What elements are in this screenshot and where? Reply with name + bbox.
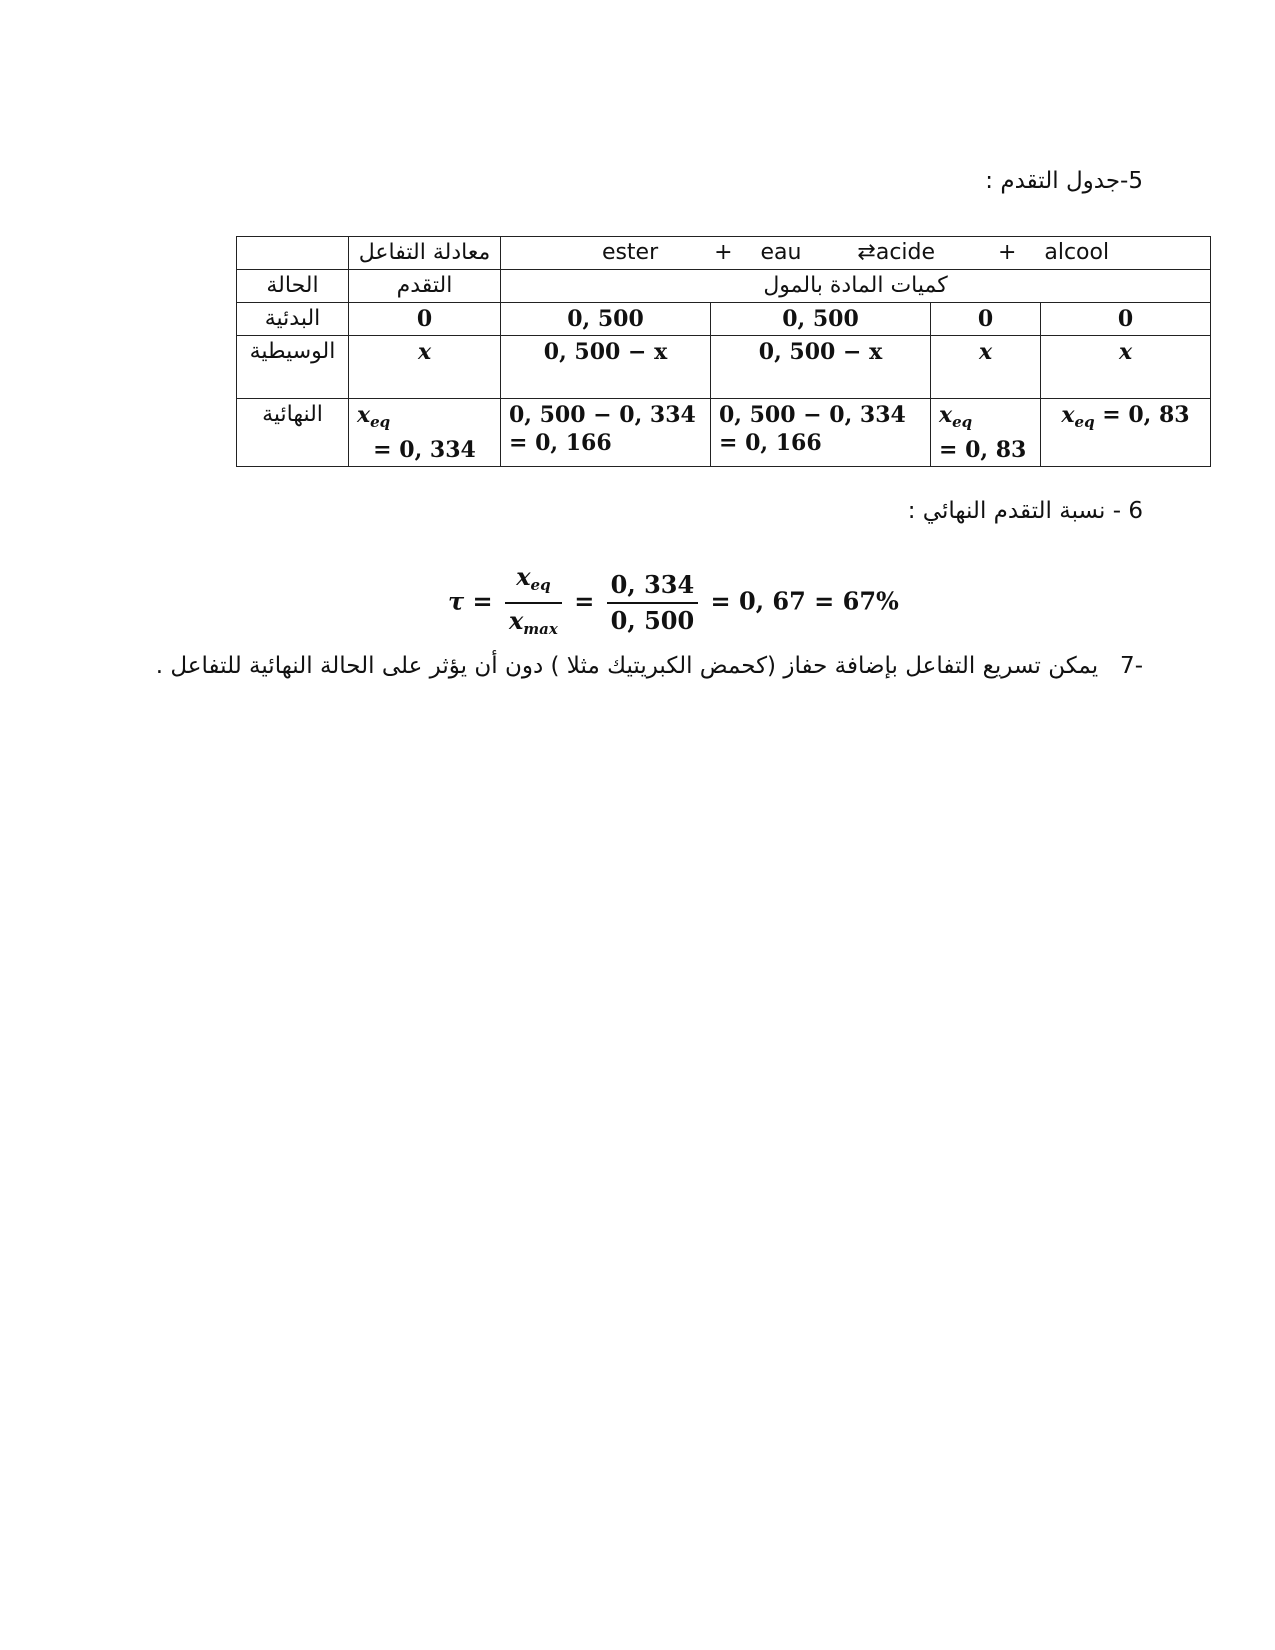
advance-cell — [349, 399, 501, 467]
alcohol-qty: x — [1041, 336, 1211, 399]
ratio-fraction — [505, 562, 562, 644]
equals-sign: = — [574, 586, 595, 616]
numerator-symbol: x — [516, 562, 531, 591]
advance-value: = 0, 334 — [373, 437, 476, 463]
section-6-heading: 6 - نسبة التقدم النهائي : — [907, 498, 1143, 524]
acid-qty — [931, 399, 1041, 467]
header-quantities: كميات المادة بالمول — [501, 270, 1211, 303]
ester-qty: 0, 500 − x — [501, 336, 711, 399]
alcohol-qty: 0 — [1041, 303, 1211, 336]
equation-row — [237, 237, 1211, 270]
ester-qty: 0, 500 — [501, 303, 711, 336]
state-cell: البدئية — [237, 303, 349, 336]
x-subscript: eq — [952, 413, 973, 431]
acid-qty: x — [931, 336, 1041, 399]
numerator-subscript: eq — [530, 576, 551, 594]
tau-label: τ = — [448, 586, 493, 616]
alcohol-value: = 0, 83 — [1102, 402, 1190, 428]
advance-cell: x — [349, 336, 501, 399]
acid-qty: 0 — [931, 303, 1041, 336]
alcohol-qty — [1041, 399, 1211, 467]
state-cell: النهائية — [237, 399, 349, 467]
state-cell: الوسيطية — [237, 336, 349, 399]
water-qty — [711, 399, 931, 467]
tau-result: = 0, 67 = 67% — [710, 586, 899, 616]
table-row-intermediate — [237, 336, 1211, 399]
denominator-symbol: x — [508, 606, 524, 635]
header-row — [237, 270, 1211, 303]
table-row-final — [237, 399, 1211, 467]
header-advance: التقدم — [349, 270, 501, 303]
section-7-number: -7 — [1120, 653, 1143, 679]
value-fraction — [607, 570, 699, 636]
empty-cell — [237, 237, 349, 270]
denominator-subscript: max — [523, 620, 558, 638]
water-qty: 0, 500 — [711, 303, 931, 336]
value-numerator: 0, 334 — [607, 570, 699, 604]
x-symbol: x — [1061, 402, 1075, 428]
tau-formula — [448, 562, 899, 644]
ester-line-2: = 0, 166 — [509, 430, 612, 456]
reaction-equation: ester + eau ⇄acide + alcool — [501, 237, 1211, 270]
equation-label: معادلة التفاعل — [349, 237, 501, 270]
x-symbol: x — [939, 402, 953, 428]
water-qty: 0, 500 − x — [711, 336, 931, 399]
x-subscript: eq — [1074, 413, 1095, 431]
water-line-2: = 0, 166 — [719, 430, 822, 456]
advance-cell: 0 — [349, 303, 501, 336]
section-7-paragraph — [156, 653, 1143, 679]
header-state: الحالة — [237, 270, 349, 303]
ester-line-1: 0, 500 − 0, 334 — [509, 402, 696, 428]
value-denominator: 0, 500 — [610, 606, 695, 635]
table-row-initial — [237, 303, 1211, 336]
x-symbol: x — [357, 402, 371, 428]
section-7-text: يمكن تسريع التفاعل بإضافة حفاز (كحمض الكبريتيك مثلا ) دون أن يؤثر على الحالة النهائية للتفاعل . — [155, 653, 1099, 679]
ester-qty — [501, 399, 711, 467]
section-5-heading: 5-جدول التقدم : — [985, 168, 1143, 194]
water-line-1: 0, 500 − 0, 334 — [719, 402, 906, 428]
x-subscript: eq — [370, 413, 391, 431]
acid-value: = 0, 83 — [939, 437, 1027, 463]
advancement-table — [236, 236, 1211, 467]
